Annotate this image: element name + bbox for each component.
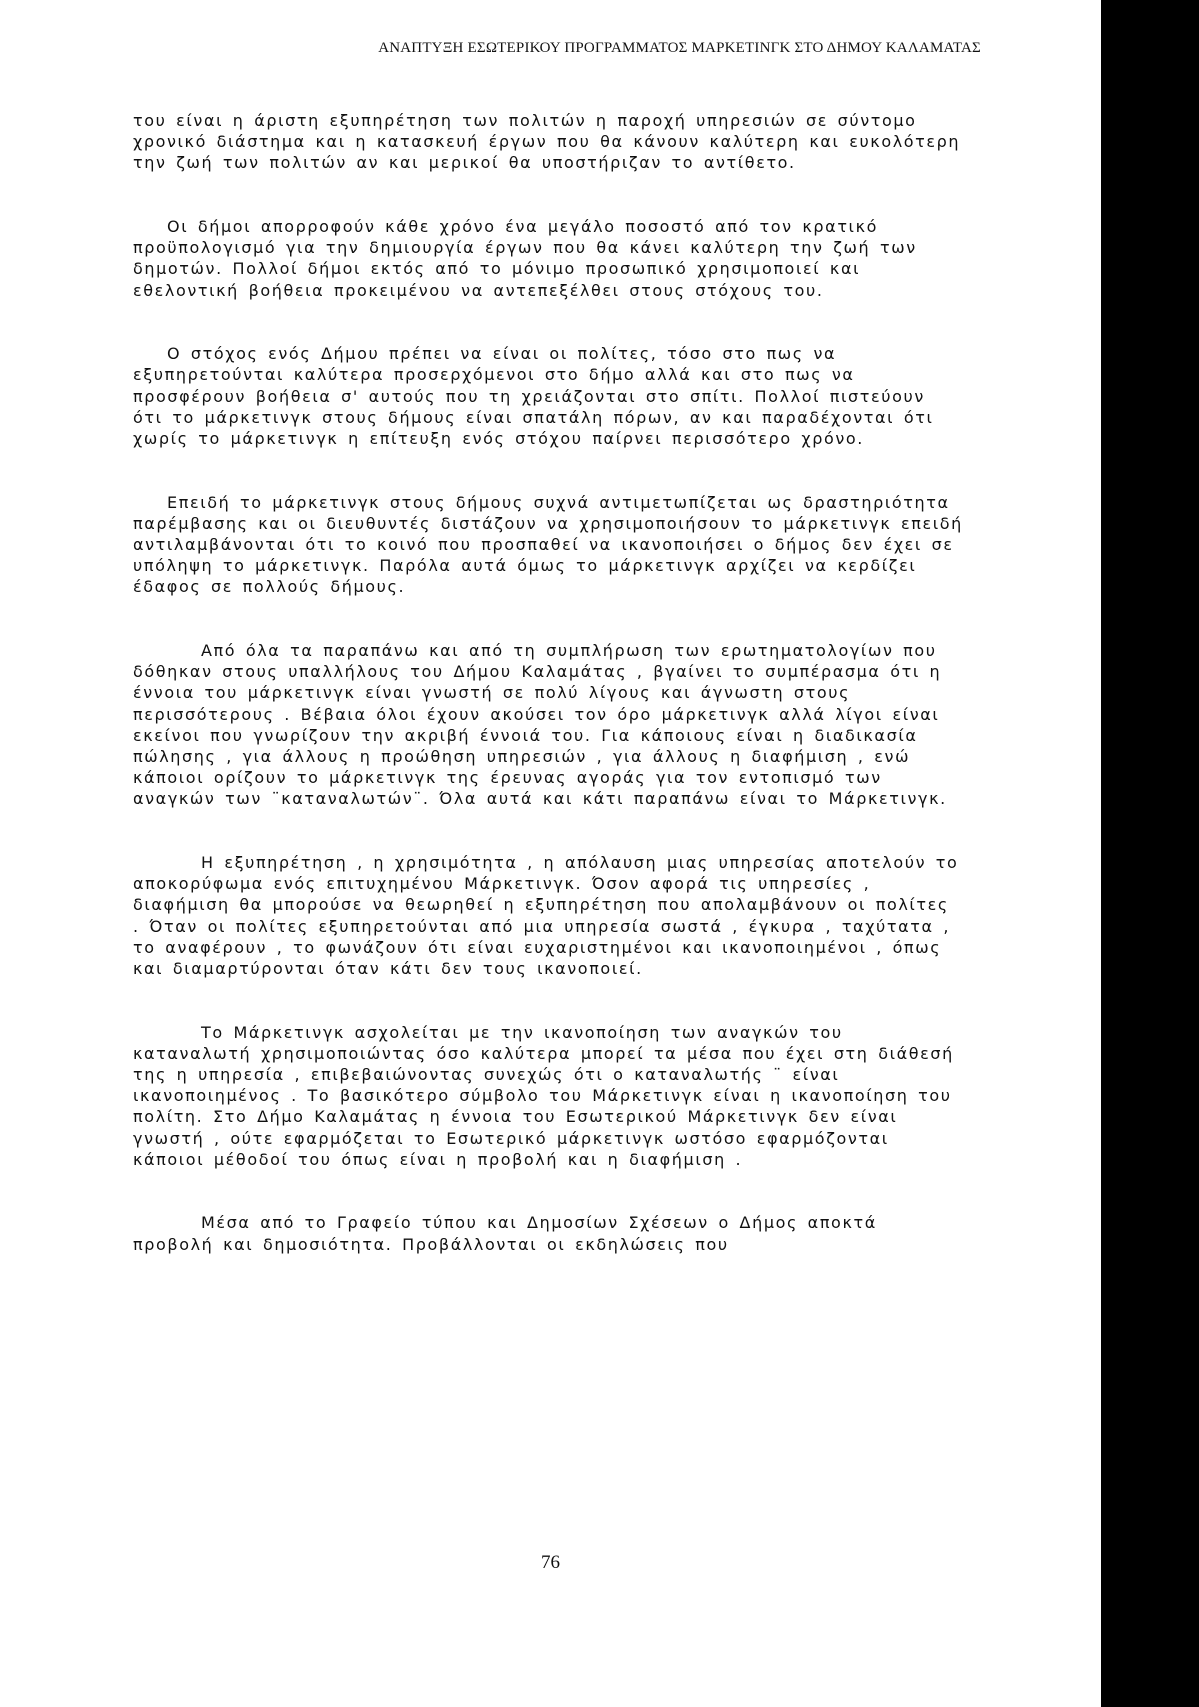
page-number: 76 (541, 1552, 560, 1573)
paragraph: Το Μάρκετινγκ ασχολείται με την ικανοποίηση των αναγκών του καταναλωτή χρησιμοποιώντας όσο καλύτερα μπορεί τα μέσα που έχει στη διάθεσή της η υπηρεσία , επιβεβαιώνοντας συνεχώς ότι ο καταναλωτής ¨ είναι ικανοποιημένος . Το βασικότερο σύμβολο του Μάρκετινγκ είναι η ικανοποίηση του πολίτη. Στο Δήμο Καλαμάτας η έννοια του Εσωτερικού Μάρκετινγκ δεν είναι γνωστή , ούτε εφαρμόζεται το Εσωτερικό μάρκετινγκ ωστόσο εφαρμόζονται κάποιοι μέθοδοί του όπως είναι η προβολή και η διαφήμιση . (133, 1022, 954, 1169)
paragraph: Επειδή το μάρκετινγκ στους δήμους συχνά αντιμετωπίζεται ως δραστηριότητα παρέμβασης και οι διευθυντές διστάζουν να χρησιμοποιήσουν το μάρκετινγκ επειδή αντιλαμβάνονται ότι το κοινό που προσπαθεί να ικανοποιήσει ο δήμος δεν έχει σε υπόληψη το μάρκετινγκ. Παρόλα αυτά όμως το μάρκετινγκ αρχίζει να κερδίζει έδαφος σε πολλούς δήμους. (133, 492, 963, 597)
paragraph: Ο στόχος ενός Δήμου πρέπει να είναι οι πολίτες, τόσο στο πως να εξυπηρετούνται καλύτερα προσερχόμενοι στο δήμο αλλά και στο πως να προσφέρουν βοήθεια σ' αυτούς που τη χρειάζονται στο σπίτι. Πολλοί πιστεύουν ότι το μάρκετινγκ στους δήμους είναι σπατάλη πόρων, αν και παραδέχονται ότι χωρίς το μάρκετινγκ η επίτευξη ενός στόχου παίρνει περισσότερο χρόνο. (133, 344, 934, 449)
paragraph: Οι δήμοι απορροφούν κάθε χρόνο ένα μεγάλο ποσοστό από τον κρατικό προϋπολογισμό για την δημιουργία έργων που θα κάνει καλύτερη την ζωή των δημοτών. Πολλοί δήμοι εκτός από το μόνιμο προσωπικό χρησιμοποιεί και εθελοντική βοήθεια προκειμένου να αντεπεξέλθει στους στόχους του. (133, 217, 917, 300)
paragraph: Η εξυπηρέτηση , η χρησιμότητα , η απόλαυση μιας υπηρεσίας αποτελούν το αποκορύφωμα ενός επιτυχημένου Μάρκετινγκ. Όσον αφορά τις υπηρεσίες , διαφήμιση θα μπορούσε να θεωρηθεί η εξυπηρέτηση που απολαμβάνουν οι πολίτες . Όταν οι πολίτες εξυπηρετούνται από μια υπηρεσία σωστά , έγκυρα , ταχύτατα , το αναφέρουν , το φωνάζουν ότι είναι ευχαριστημένοι και ικανοποιημένοι , όπως και διαμαρτύρονται όταν κάτι δεν τους ικανοποιεί. (133, 853, 959, 979)
running-header: ΑΝΑΠΤΥΞΗ ΕΣΩΤΕΡΙΚΟΥ ΠΡΟΓΡΑΜΜΑΤΟΣ ΜΑΡΚΕΤΙΝΓΚ ΣΤΟ ΔΗΜΟΥ ΚΑΛΑΜΑΤΑΣ (378, 40, 981, 56)
paragraph: Από όλα τα παραπάνω και από τη συμπλήρωση των ερωτηματολογίων που δόθηκαν στους υπαλλήλους του Δήμου Καλαμάτας , βγαίνει το συμπέρασμα ότι η έννοια του μάρκετινγκ είναι γνωστή σε πολύ λίγους και άγνωστη στους περισσότερους . Βέβαια όλοι έχουν ακούσει τον όρο μάρκετινγκ αλλά λίγοι είναι εκείνοι που γνωρίζουν την ακριβή έννοιά του. Για κάποιους είναι η διαδικασία πώλησης , για άλλους η προώθηση υπηρεσιών , για άλλους η διαφήμιση , ενώ κάποιοι ορίζουν το μάρκετινγκ της έρευνας αγοράς για τον εντοπισμό των αναγκών των ¨καταναλωτών¨. Όλα αυτά και κάτι παραπάνω είναι το Μάρκετινγκ. (133, 641, 947, 809)
paragraph: του είναι η άριστη εξυπηρέτηση των πολιτών η παροχή υπηρεσιών σε σύντομο χρονικό διάστημα και η κατασκευή έργων που θα κάνουν καλύτερη και ευκολότερη την ζωή των πολιτών αν και μερικοί θα υποστήριζαν το αντίθετο. (133, 111, 961, 173)
body-text (133, 110, 963, 1297)
paragraph: Μέσα από το Γραφείο τύπου και Δημοσίων Σχέσεων ο Δήμος αποκτά προβολή και δημοσιότητα. Προβάλλονται οι εκδηλώσεις που (133, 1213, 877, 1254)
